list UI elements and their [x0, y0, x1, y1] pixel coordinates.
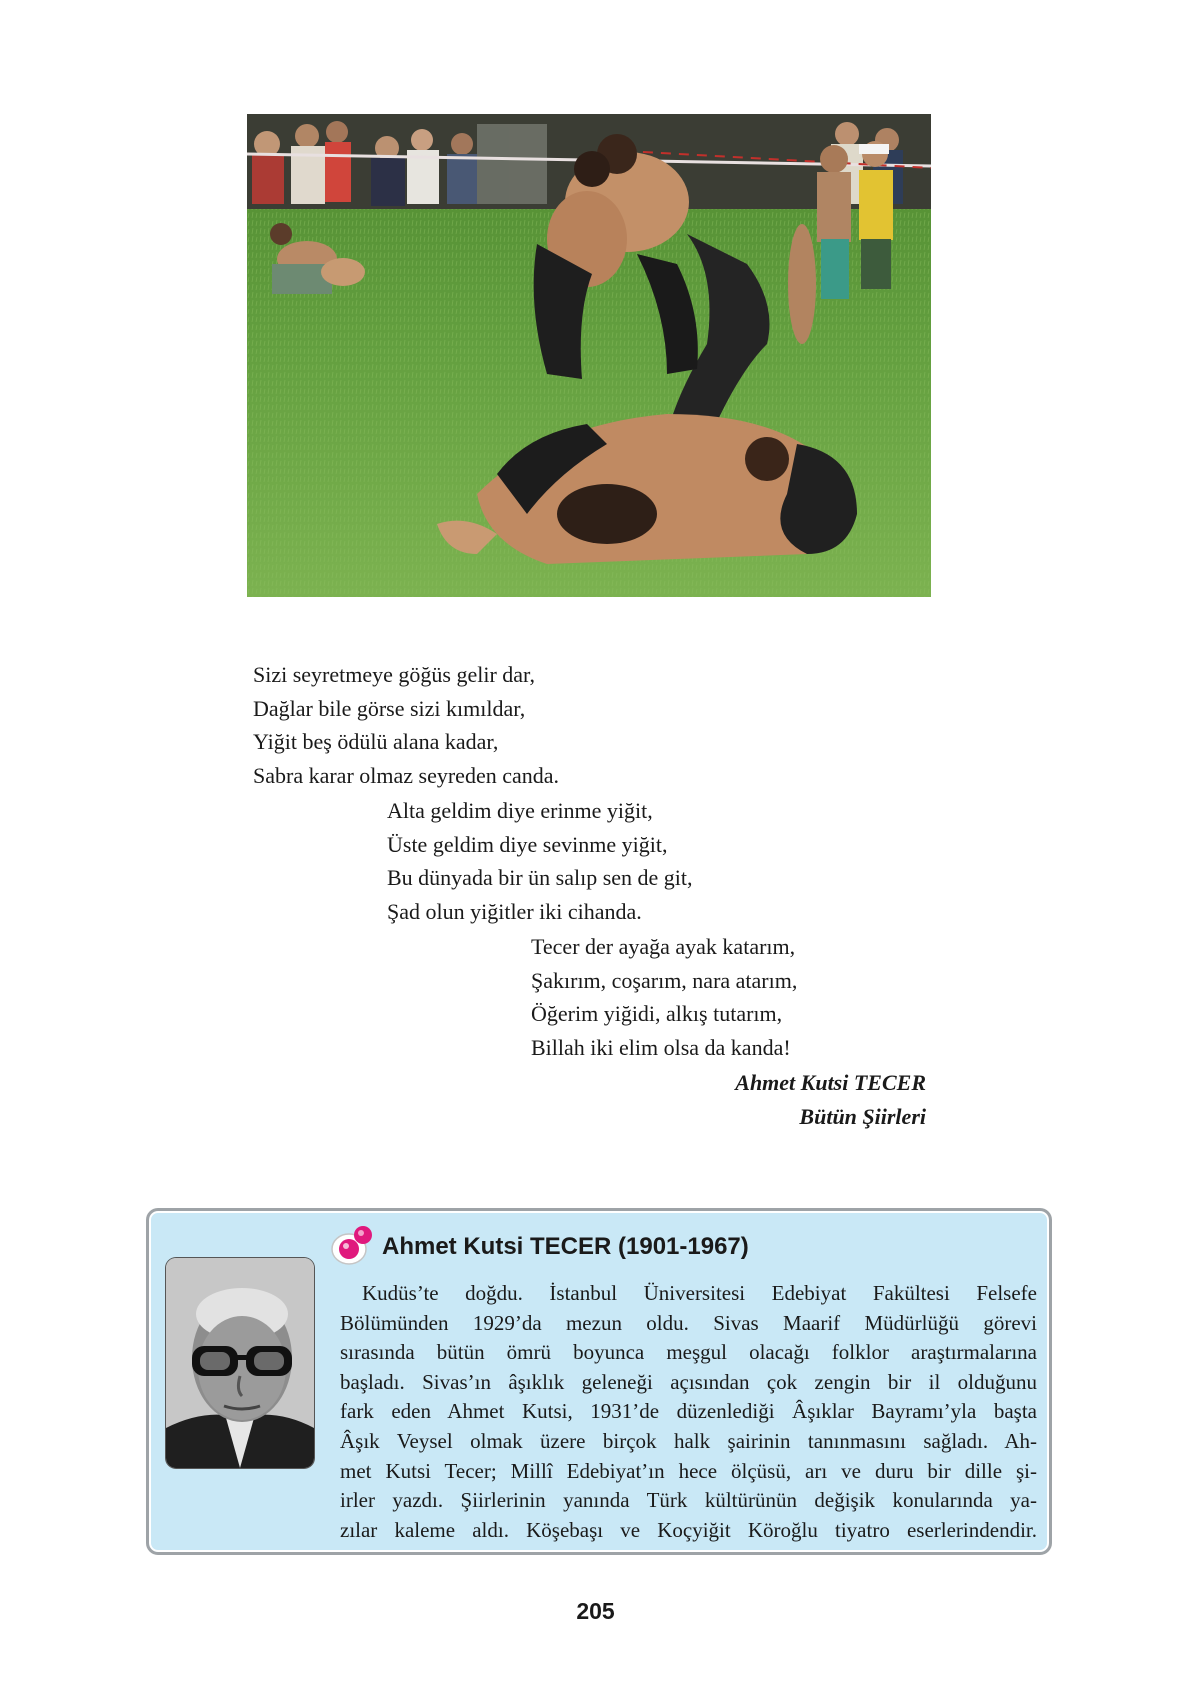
pin-icon [329, 1223, 377, 1267]
poem-line: Sizi seyretmeye göğüs gelir dar, [253, 662, 535, 687]
author-portrait [166, 1258, 314, 1468]
biography-box [146, 1208, 1052, 1555]
poem-line: Tecer der ayağa ayak katarım, [531, 934, 796, 959]
poem-line: Şakırım, coşarım, nara atarım, [531, 967, 798, 993]
poem-line: Öğerim yiğidi, alkış tutarım, [531, 1001, 783, 1027]
author-portrait-drawing [166, 1258, 314, 1468]
biography-line: Âşık Veysel olmak üzere birçok halk şairinin tanınmasını sağladı. Ah- [340, 1428, 1037, 1453]
biography-line: Kudüs’te doğdu. İstanbul Üniversitesi Edebiyat Fakültesi Felsefe [362, 1281, 1037, 1305]
biography-title: Ahmet Kutsi TECER (1901-1967) [382, 1233, 749, 1260]
biography-line: Bölümünden 1929’da mezun oldu. Sivas Maarif Müdürlüğü görevi [340, 1310, 1037, 1335]
poem-stanza-3 [531, 930, 797, 1064]
biography-line: zılar kaleme aldı. Köşebaşı ve Koçyiğit Köroğlu tiyatro eserlerindendir. [340, 1517, 1037, 1542]
biography-line: sırasında bütün ömrü boyunca meşgul olacağı folklor araştırmalarına [340, 1340, 1037, 1365]
biography-text [340, 1279, 1037, 1545]
poem-line: Üste geldim diye sevinme yiğit, [387, 831, 668, 857]
poem-stanza-2 [387, 794, 693, 928]
biography-line: başladı. Sivas’ın âşıklık geleneği açısından çok zengin bir il olduğunu [340, 1369, 1037, 1394]
wrestling-photo-drawing [247, 114, 931, 597]
wrestling-photo [247, 114, 931, 597]
poem-line: Billah iki elim olsa da kanda! [531, 1034, 791, 1060]
page-number: 205 [576, 1598, 615, 1624]
poem-line: Alta geldim diye erinme yiğit, [387, 798, 653, 823]
poem-line: Sabra karar olmaz seyreden canda. [253, 762, 560, 788]
poem-line: Dağlar bile görse sizi kımıldar, [253, 695, 526, 721]
poem-author: Ahmet Kutsi TECER [735, 1070, 926, 1095]
biography-line: met Kutsi Tecer; Millî Edebiyat’ın hece ölçüsü, arı ve duru bir dille şi- [340, 1458, 1037, 1483]
biography-line: irler yazdı. Şiirlerinin yanında Türk kültürünün değişik konularında ya- [340, 1488, 1037, 1513]
poem-line: Bu dünyada bir ün salıp sen de git, [387, 865, 693, 891]
poem-line: Şad olun yiğitler iki cihanda. [387, 898, 642, 924]
poem-attribution [735, 1066, 926, 1134]
poem-line: Yiğit beş ödülü alana kadar, [253, 729, 499, 755]
biography-line: fark eden Ahmet Kutsi, 1931’de düzenlediği Âşıklar Bayramı’yla başta [340, 1399, 1037, 1424]
poem-source: Bütün Şiirleri [799, 1104, 926, 1129]
poem-stanza-1 [253, 658, 559, 792]
